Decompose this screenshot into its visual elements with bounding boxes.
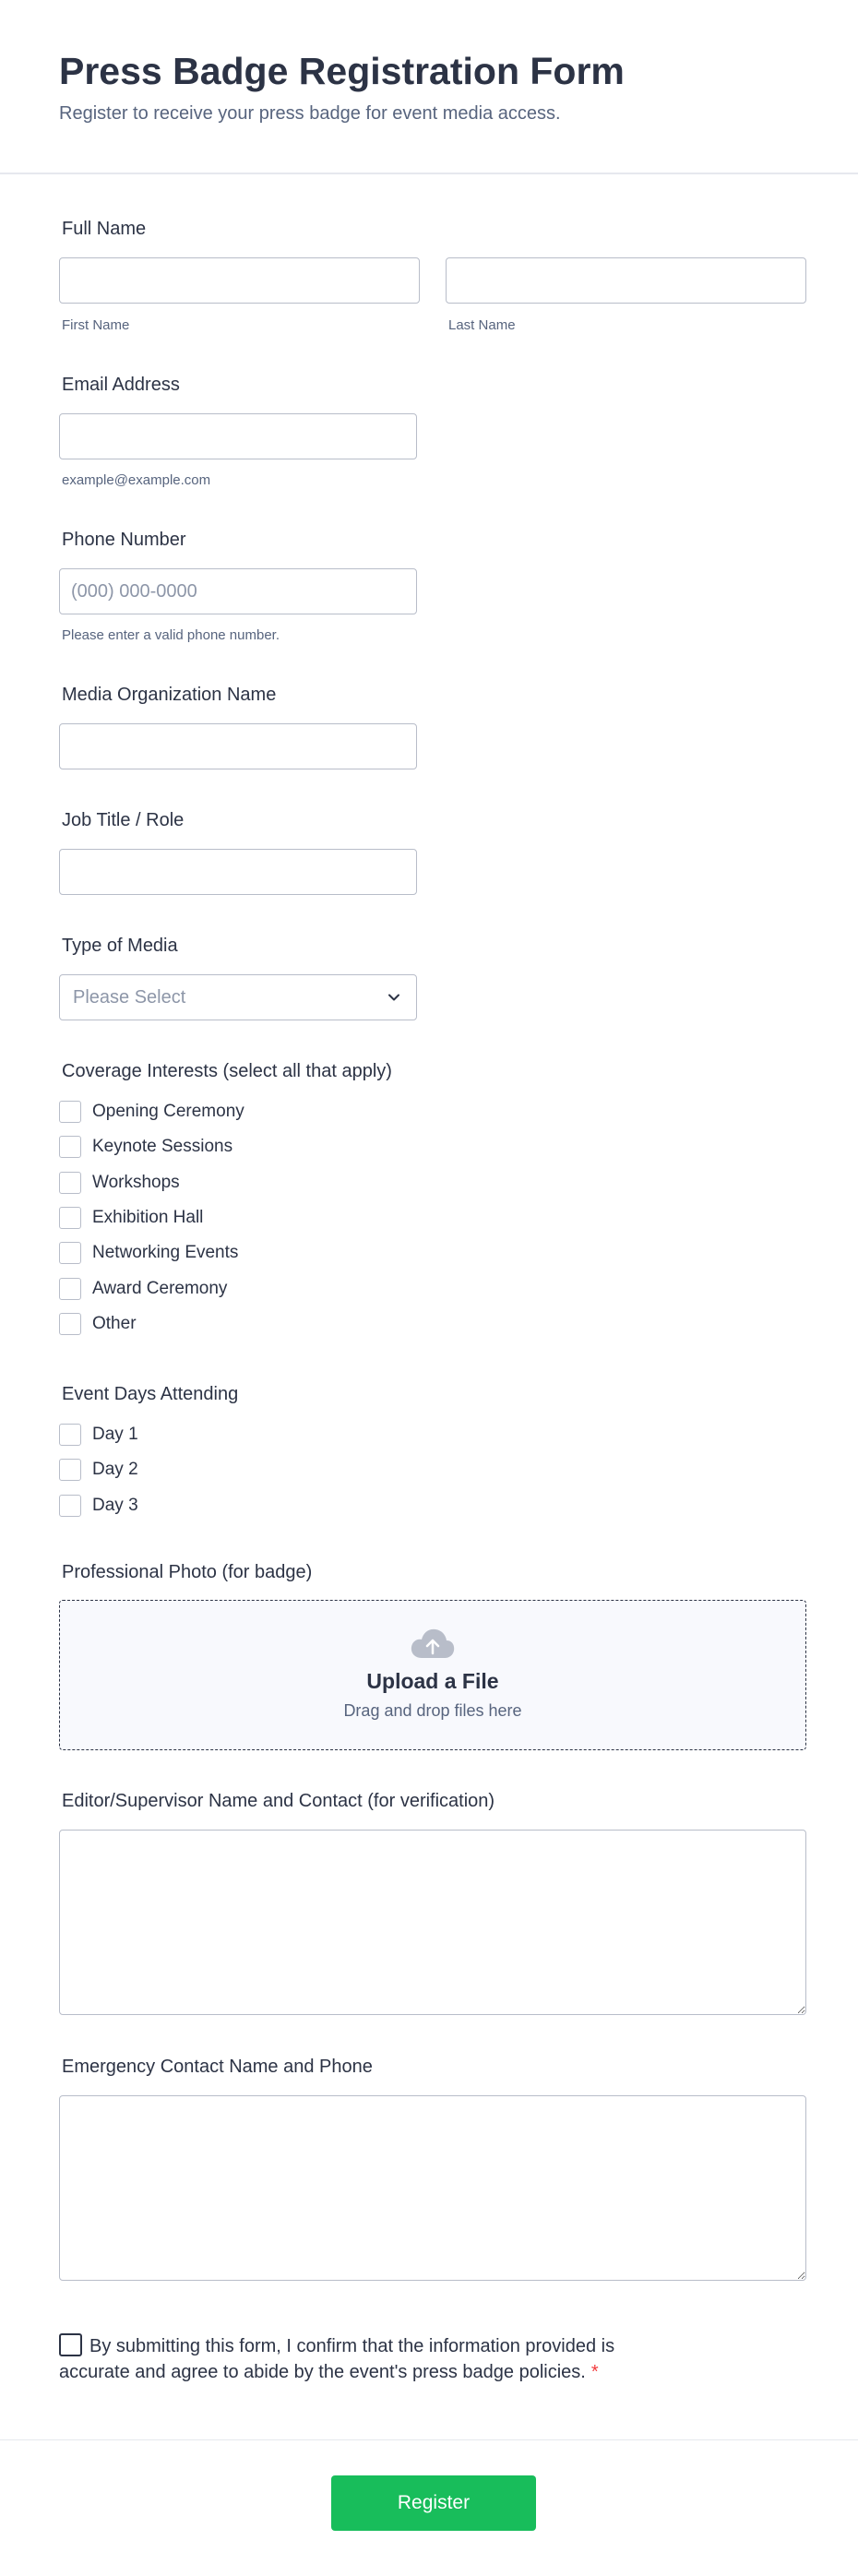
cloud-upload-icon	[410, 1627, 456, 1660]
register-button[interactable]: Register	[331, 2475, 536, 2531]
emergency-label: Emergency Contact Name and Phone	[62, 2057, 373, 2077]
photo-upload-dropzone[interactable]	[59, 1600, 806, 1750]
coverage-option[interactable]: Exhibition Hall	[59, 1204, 203, 1232]
event-days-label: Event Days Attending	[62, 1384, 239, 1404]
phone-label: Phone Number	[62, 530, 186, 550]
checkbox[interactable]	[59, 1101, 81, 1123]
day-option[interactable]: Day 1	[59, 1421, 138, 1449]
email-sublabel: example@example.com	[62, 472, 211, 488]
checkbox[interactable]	[59, 1172, 81, 1194]
job-title-input[interactable]	[59, 849, 417, 895]
job-title-label: Job Title / Role	[62, 810, 185, 830]
first-name-sublabel: First Name	[62, 317, 130, 333]
supervisor-textarea[interactable]	[59, 1830, 806, 2015]
coverage-option[interactable]: Award Ceremony	[59, 1275, 227, 1303]
media-type-label: Type of Media	[62, 936, 178, 956]
coverage-label: Coverage Interests (select all that apply)	[62, 1061, 392, 1081]
media-type-selected: Please Select	[73, 986, 186, 1008]
day-option[interactable]: Day 3	[59, 1492, 138, 1520]
coverage-option[interactable]: Keynote Sessions	[59, 1133, 232, 1161]
page-subtitle: Register to receive your press badge for event media access.	[59, 103, 561, 124]
phone-input[interactable]	[59, 568, 417, 614]
organization-input[interactable]	[59, 723, 417, 769]
coverage-option[interactable]: Networking Events	[59, 1239, 238, 1267]
full-name-label: Full Name	[62, 219, 147, 239]
upload-title: Upload a File	[366, 1669, 499, 1693]
email-input[interactable]	[59, 413, 417, 459]
media-type-select[interactable]	[59, 974, 417, 1020]
checkbox[interactable]	[59, 1459, 81, 1481]
consent-checkbox-row[interactable]	[59, 2333, 686, 2385]
checkbox[interactable]	[59, 1495, 81, 1517]
email-label: Email Address	[62, 375, 180, 395]
checkbox[interactable]	[59, 1278, 81, 1300]
consent-checkbox[interactable]	[59, 2333, 82, 2356]
checkbox[interactable]	[59, 1136, 81, 1158]
phone-sublabel: Please enter a valid phone number.	[62, 627, 280, 643]
form-footer	[0, 2439, 858, 2576]
consent-text: By submitting this form, I confirm that the information provided is accurate and agree to abide by the event's press badge policies.	[59, 2336, 615, 2382]
chevron-down-icon	[385, 988, 403, 1007]
last-name-sublabel: Last Name	[448, 317, 516, 333]
supervisor-label: Editor/Supervisor Name and Contact (for verification)	[62, 1791, 495, 1811]
coverage-option[interactable]: Other	[59, 1310, 137, 1338]
page-title: Press Badge Registration Form	[59, 50, 625, 92]
organization-label: Media Organization Name	[62, 685, 277, 705]
upload-subtitle: Drag and drop files here	[343, 1701, 522, 1720]
day-option[interactable]: Day 2	[59, 1456, 138, 1484]
photo-label: Professional Photo (for badge)	[62, 1562, 313, 1582]
checkbox[interactable]	[59, 1207, 81, 1229]
required-mark: *	[590, 2362, 599, 2382]
form-header	[0, 0, 858, 174]
coverage-option[interactable]: Workshops	[59, 1169, 180, 1197]
checkbox[interactable]	[59, 1424, 81, 1446]
last-name-input[interactable]	[446, 257, 806, 304]
first-name-input[interactable]	[59, 257, 420, 304]
coverage-option[interactable]: Opening Ceremony	[59, 1098, 244, 1126]
checkbox[interactable]	[59, 1313, 81, 1335]
checkbox[interactable]	[59, 1242, 81, 1264]
emergency-textarea[interactable]	[59, 2095, 806, 2281]
